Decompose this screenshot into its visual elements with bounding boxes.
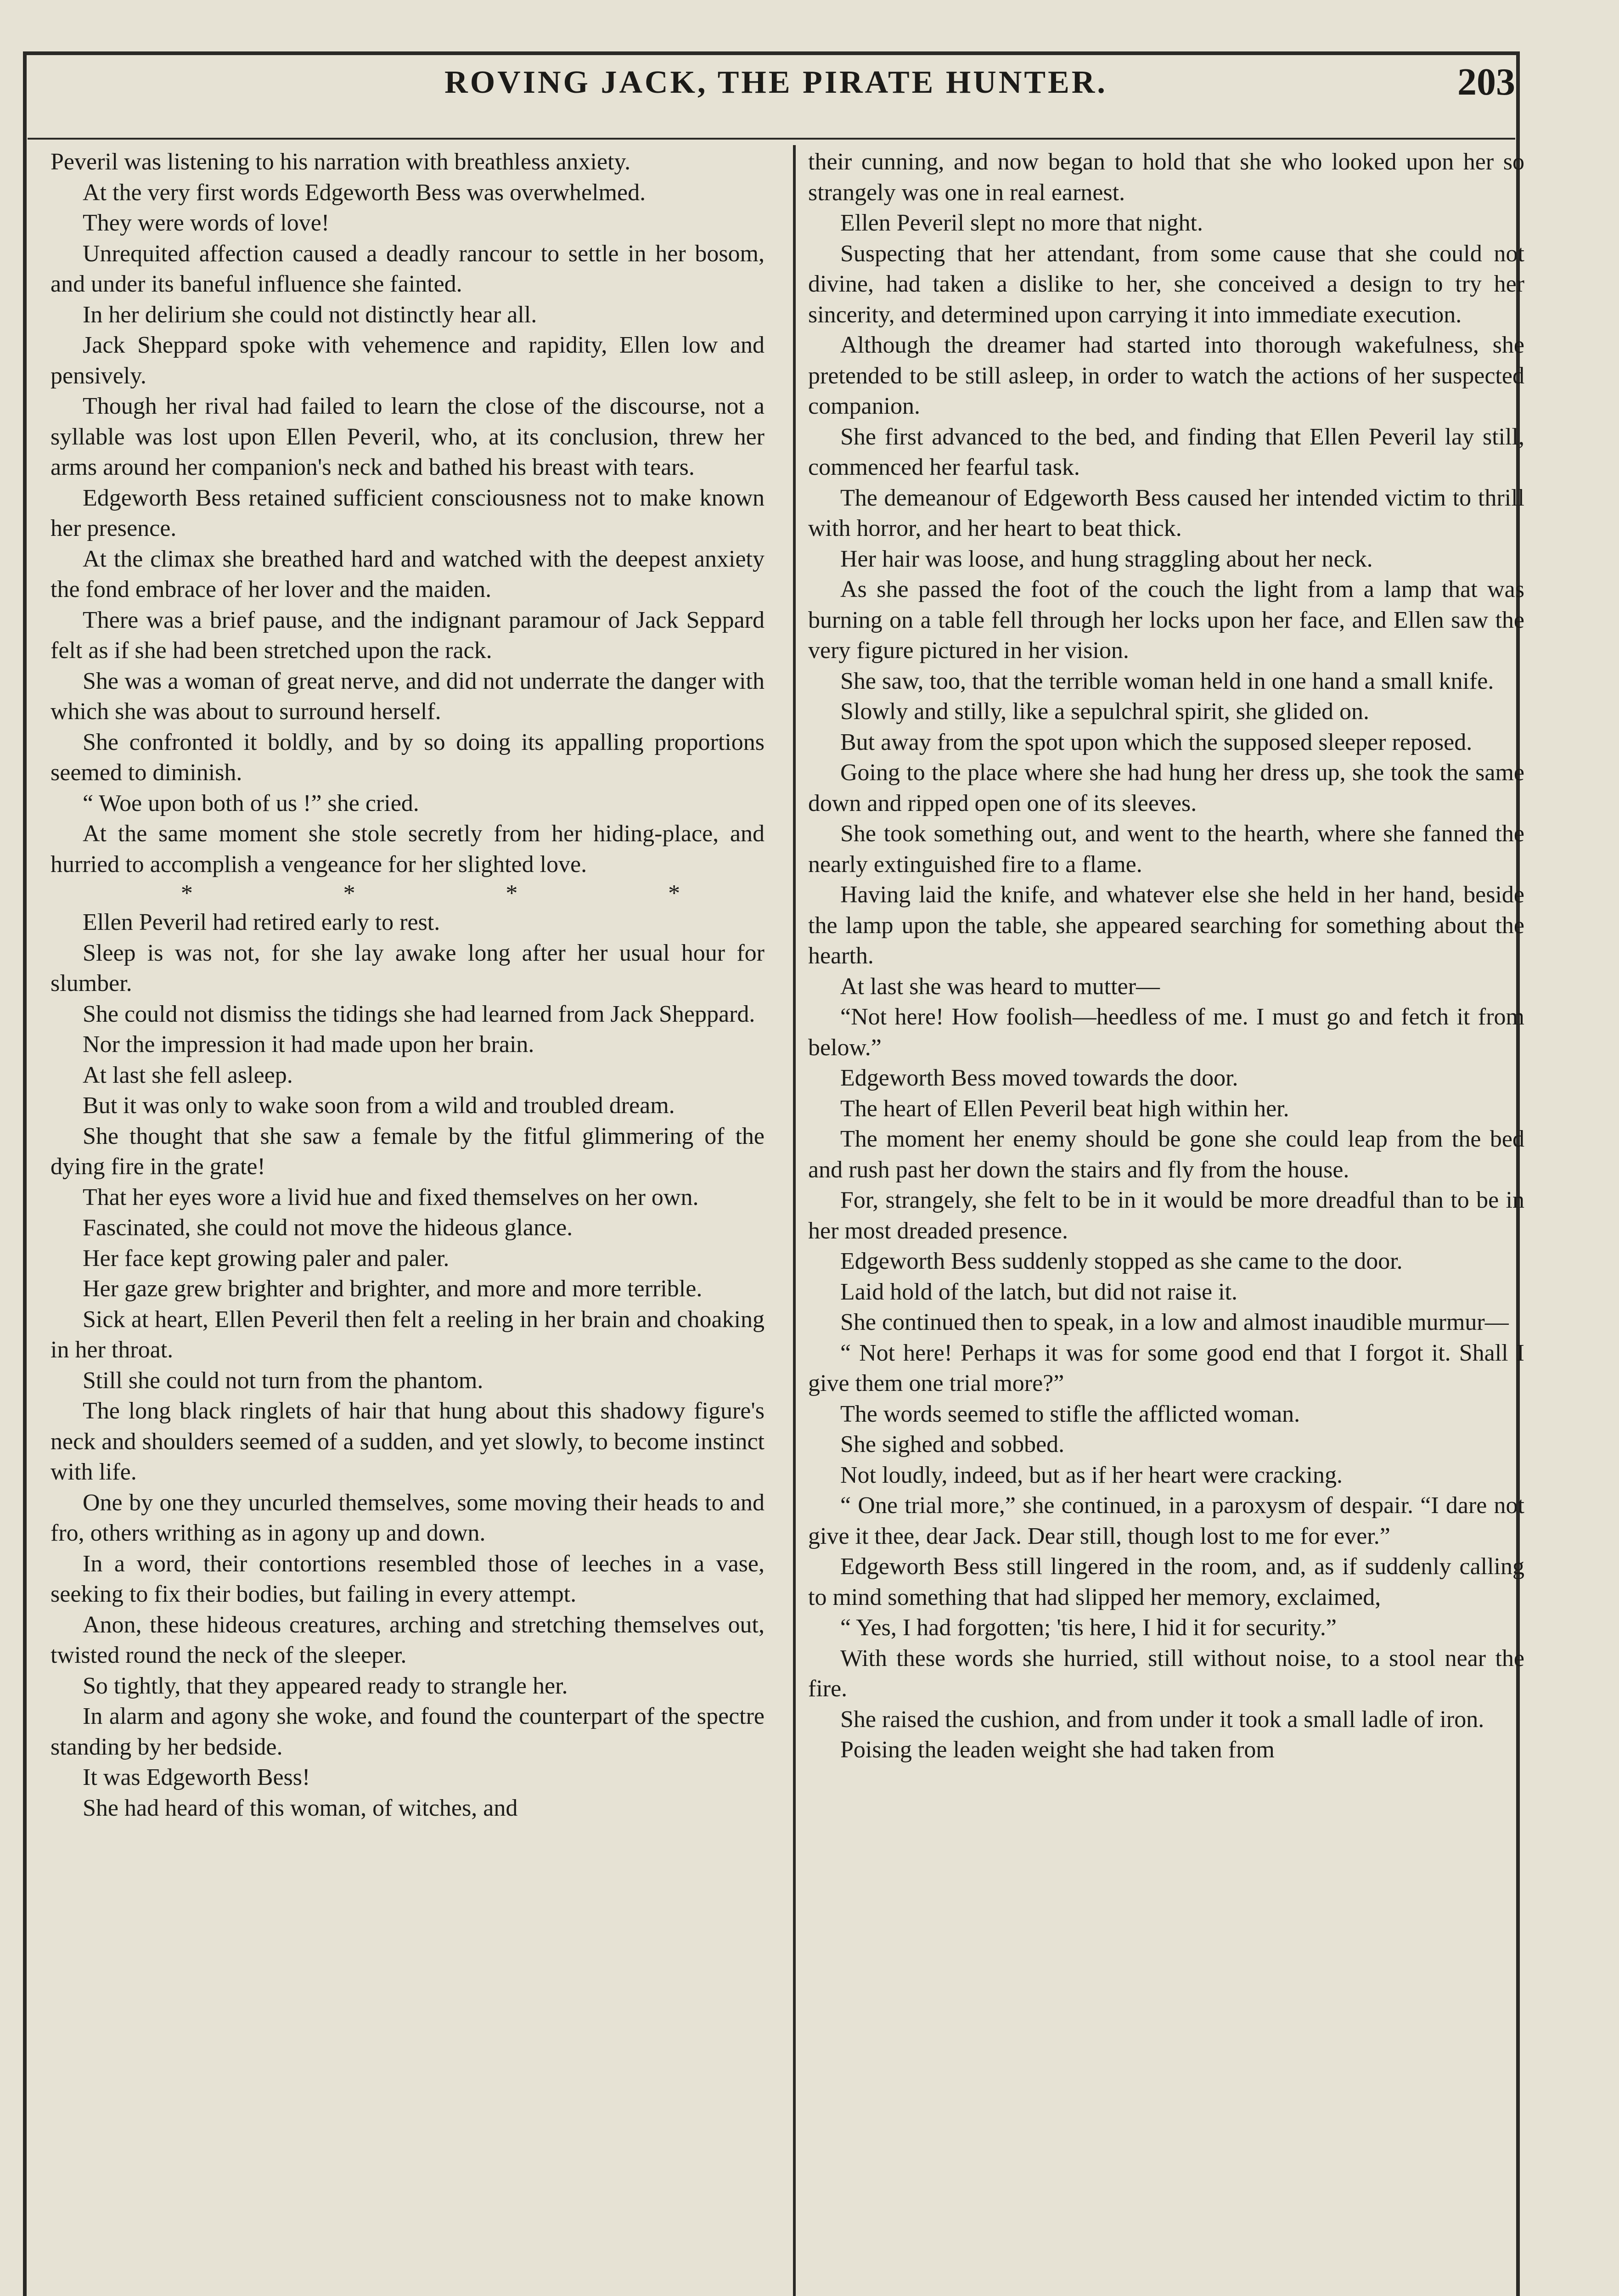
paragraph: Nor the impression it had made upon her brain. — [83, 1031, 534, 1058]
paragraph: As she passed the foot of the couch the light from a lamp that was burning on a table fell through her locks upon her face, and Ellen saw the very figure pictured in her vision. — [808, 576, 1524, 664]
paragraph: One by one they uncurled themselves, some moving their heads to and fro, others writhing as in agony up and down. — [51, 1489, 765, 1546]
page-number: 203 — [1457, 61, 1515, 103]
paragraph: Jack Sheppard spoke with vehemence and rapidity, Ellen low and pensively. — [51, 332, 765, 389]
asterisk: * — [180, 880, 193, 906]
paragraph: Going to the place where she had hung her dress up, she took the same down and ripped open one of its sleeves. — [808, 760, 1524, 816]
paragraph: In alarm and agony she woke, and found the counterpart of the spectre standing by her bedside. — [51, 1703, 765, 1760]
paragraph: their cunning, and now began to hold that she who looked upon her so strangely was one in real earnest. — [808, 149, 1524, 206]
paragraph: Peveril was listening to his narration with breathless anxiety. — [51, 149, 631, 175]
paragraph: The long black ringlets of hair that hung about this shadowy figure's neck and shoulders seemed of a sudden, and yet slowly, to become instinct with life. — [51, 1398, 765, 1485]
section-break — [51, 880, 765, 907]
paragraph: Not loudly, indeed, but as if her heart were cracking. — [840, 1462, 1343, 1488]
asterisk: * — [506, 880, 518, 906]
paragraph: The demeanour of Edgeworth Bess caused her intended victim to thrill with horror, and her heart to beat thick. — [808, 484, 1524, 541]
paragraph: Having laid the knife, and whatever else she held in her hand, beside the lamp upon the table, she appeared searching for something about the hearth. — [808, 882, 1524, 969]
paragraph: But it was only to wake soon from a wild and troubled dream. — [83, 1092, 675, 1119]
paragraph: “ Not here! Perhaps it was for some good end that I forgot it. Shall I give them one trial more?” — [808, 1339, 1524, 1396]
paragraph: So tightly, that they appeared ready to strangle her. — [83, 1672, 568, 1699]
paragraph: For, strangely, she felt to be in it would be more dreadful than to be in her most dreaded presence. — [808, 1187, 1524, 1244]
paragraph: She first advanced to the bed, and finding that Ellen Peveril lay still, commenced her fearful task. — [808, 423, 1524, 480]
paragraph: Sick at heart, Ellen Peveril then felt a reeling in her brain and choaking in her throat. — [51, 1306, 765, 1363]
paragraph: Although the dreamer had started into thorough wakefulness, she pretended to be still asleep, in order to watch the actions of her suspected companion. — [808, 332, 1524, 419]
paragraph: It was Edgeworth Bess! — [83, 1764, 310, 1790]
paragraph: Ellen Peveril had retired early to rest. — [83, 909, 440, 935]
paragraph: Anon, these hideous creatures, arching and stretching themselves out, twisted round the neck of the sleeper. — [51, 1611, 765, 1668]
paragraph: Suspecting that her attendant, from some cause that she could not divine, had taken a dislike to her, she conceived a design to try her sincerity, and determined upon carrying it into immediate execution. — [808, 240, 1524, 328]
paragraph: She raised the cushion, and from under it took a small ladle of iron. — [840, 1706, 1484, 1733]
paragraph: “ One trial more,” she continued, in a paroxysm of despair. “I dare not give it thee, dear Jack. Dear still, though lost to me for ever.” — [808, 1492, 1524, 1549]
paragraph: She took something out, and went to the hearth, where she fanned the nearly extinguished fire to a flame. — [808, 821, 1524, 878]
paragraph: With these words she hurried, still without noise, to a stool near the fire. — [808, 1645, 1524, 1702]
paragraph: Unrequited affection caused a deadly rancour to settle in her bosom, and under its baneful influence she fainted. — [51, 240, 765, 297]
paragraph: Edgeworth Bess retained sufficient consciousness not to make known her presence. — [51, 484, 765, 541]
paragraph: At the climax she breathed hard and watched with the deepest anxiety the fond embrace of her lover and the maiden. — [51, 546, 765, 602]
left-column — [51, 147, 765, 2296]
paragraph: In her delirium she could not distinctly hear all. — [83, 301, 537, 328]
paragraph: Still she could not turn from the phantom. — [83, 1367, 483, 1394]
paragraph: She continued then to speak, in a low and almost inaudible murmur— — [840, 1309, 1509, 1335]
paragraph: Ellen Peveril slept no more that night. — [840, 210, 1203, 236]
right-column — [808, 147, 1524, 2296]
paragraph: “Not here! How foolish—heedless of me. I must go and fetch it from below.” — [808, 1004, 1524, 1061]
header-rule — [28, 138, 1515, 140]
paragraph: Sleep is was not, for she lay awake long after her usual hour for slumber. — [51, 940, 765, 996]
paragraph: Her face kept growing paler and paler. — [83, 1245, 450, 1272]
paragraph: Edgeworth Bess suddenly stopped as she came to the door. — [840, 1248, 1403, 1274]
paragraph: Edgeworth Bess moved towards the door. — [840, 1065, 1238, 1091]
paragraph: She saw, too, that the terrible woman held in one hand a small knife. — [840, 668, 1494, 694]
paragraph: She thought that she saw a female by the fitful glimmering of the dying fire in the grate! — [51, 1123, 765, 1180]
paragraph: She could not dismiss the tidings she had learned from Jack Sheppard. — [83, 1001, 755, 1027]
paragraph: They were words of love! — [83, 210, 330, 236]
running-title: ROVING JACK, THE PIRATE HUNTER. — [444, 65, 1107, 100]
paragraph: She confronted it boldly, and by so doing its appalling proportions seemed to diminish. — [51, 729, 765, 786]
column-divider — [793, 145, 796, 2296]
paragraph: Poising the leaden weight she had taken from — [840, 1737, 1275, 1763]
paragraph: Laid hold of the latch, but did not raise it. — [840, 1278, 1238, 1305]
paragraph: That her eyes wore a livid hue and fixed themselves on her own. — [83, 1184, 699, 1210]
paragraph: “ Yes, I had forgotten; 'tis here, I hid it for security.” — [840, 1615, 1337, 1641]
paragraph: She sighed and sobbed. — [840, 1431, 1065, 1458]
paragraph: There was a brief pause, and the indignant paramour of Jack Seppard felt as if she had been stretched upon the rack. — [51, 607, 765, 664]
paragraph: At the same moment she stole secretly from her hiding-place, and hurried to accomplish a vengeance for her slighted love. — [51, 821, 765, 878]
paragraph: Fascinated, she could not move the hideous glance. — [83, 1215, 573, 1241]
paragraph: In a word, their contortions resembled those of leeches in a vase, seeking to fix their bodies, but failing in every attempt. — [51, 1550, 765, 1607]
paragraph: But away from the spot upon which the supposed sleeper reposed. — [840, 729, 1473, 755]
paragraph: At last she was heard to mutter— — [840, 973, 1160, 1000]
asterisk: * — [343, 880, 355, 906]
paragraph: She was a woman of great nerve, and did not underrate the danger with which she was about to surround herself. — [51, 668, 765, 725]
asterisk: * — [668, 880, 680, 906]
paragraph: At the very first words Edgeworth Bess was overwhelmed. — [83, 179, 646, 206]
paragraph: At last she fell asleep. — [83, 1062, 293, 1088]
paragraph: “ Woe upon both of us !” she cried. — [83, 790, 419, 816]
paragraph: The heart of Ellen Peveril beat high within her. — [840, 1095, 1289, 1122]
paragraph: Edgeworth Bess still lingered in the room, and, as if suddenly calling to mind something that had slipped her memory, exclaimed, — [808, 1553, 1524, 1610]
paragraph: She had heard of this woman, of witches, and — [83, 1795, 518, 1821]
paragraph: The words seemed to stifle the afflicted woman. — [840, 1401, 1300, 1427]
paragraph: Her gaze grew brighter and brighter, and more and more terrible. — [83, 1276, 703, 1302]
paragraph: Slowly and stilly, like a sepulchral spirit, she glided on. — [840, 698, 1370, 725]
paragraph: The moment her enemy should be gone she could leap from the bed and rush past her down the stairs and fly from the house. — [808, 1126, 1524, 1183]
paragraph: Her hair was loose, and hung straggling about her neck. — [840, 546, 1373, 572]
paragraph: Though her rival had failed to learn the close of the discourse, not a syllable was lost upon Ellen Peveril, who, at its conclusion, threw her arms around her companion's neck and bathed his breast with tears. — [51, 393, 765, 480]
